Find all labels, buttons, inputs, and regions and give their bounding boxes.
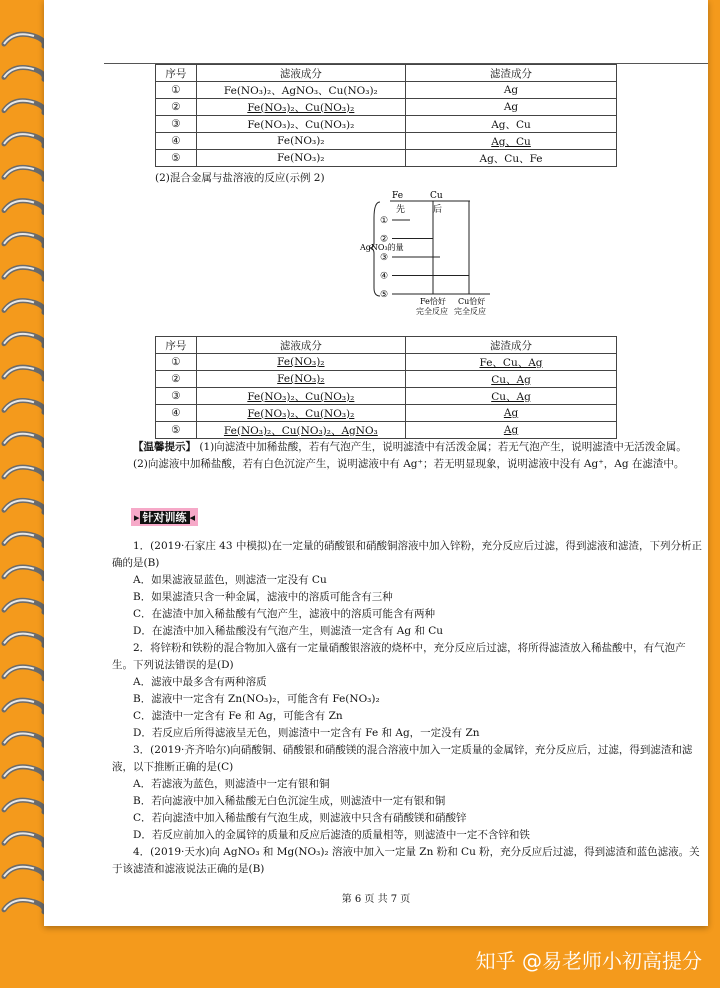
answer-option: C．在滤渣中加入稀盐酸有气泡产生，滤液中的溶质可能含有两种	[133, 608, 436, 620]
header-cell: 序号	[156, 337, 197, 354]
table-cell: Ag、Cu	[406, 116, 617, 133]
cu-done-label: Cu恰好	[458, 297, 486, 306]
table-row	[156, 405, 617, 422]
table-cell: ③	[156, 116, 197, 133]
watermark: 知乎 @易老师小初高提分	[475, 949, 702, 973]
ring-icon	[4, 600, 44, 612]
tip-p2: (2)向滤液中加稀盐酸，若有白色沉淀产生，说明滤液中有 Ag⁺；若无明显现象，说明滤液中没有 Ag⁺，Ag 在滤渣中。	[133, 458, 685, 470]
table-row	[156, 371, 617, 388]
ring-icon	[4, 534, 44, 546]
fe-done-label: Fe恰好	[420, 297, 446, 306]
table-row	[156, 99, 617, 116]
answer-option: A．如果滤液显蓝色，则滤渣一定没有 Cu	[133, 574, 327, 586]
answer-option: B．若向滤液中加入稀盐酸无白色沉淀生成，则滤渣中一定有银和铜	[133, 795, 446, 807]
after-label: 后	[433, 205, 443, 215]
table-row	[156, 388, 617, 405]
table-row	[156, 82, 617, 99]
table-cell: Fe(NO₃)₂	[196, 150, 405, 167]
ring-icon	[4, 567, 44, 579]
table-cell: ⑤	[156, 422, 197, 439]
ring-icon	[4, 234, 44, 246]
question-stem: 4．(2019·天水)向 AgNO₃ 和 Mg(NO₃)₂ 溶液中加入一定量 Zn 粉和 Cu 粉，充分反应后过滤，得到滤渣和蓝色滤液。关于该滤渣和滤液说法正确的是(B)	[112, 846, 700, 875]
ring-icon	[4, 500, 44, 512]
reaction-diagram	[312, 188, 522, 318]
question-stem: 1．(2019·石家庄 43 中模拟)在一定量的硝酸银和硝酸铜溶液中加入锌粉，充分反应后过滤，得到滤液和滤渣，下列分析正确的是(B)	[112, 540, 702, 569]
ring-icon	[4, 833, 44, 845]
ring-icon	[4, 367, 44, 379]
tip-box	[112, 439, 704, 473]
ring-icon	[4, 101, 44, 113]
section-badge: ▸ 针对训练 ◂	[131, 508, 198, 526]
answer-option: B．滤液中一定含有 Zn(NO₃)₂，可能含有 Fe(NO₃)₂	[133, 693, 380, 705]
ring-icon	[4, 634, 44, 646]
table-cell: Ag	[406, 405, 617, 422]
tip-label: 【温馨提示】	[133, 441, 196, 453]
cu-label: Cu	[430, 191, 443, 201]
table-cell: Cu、Ag	[406, 388, 617, 405]
answer-option: D．在滤渣中加入稀盐酸没有气泡产生，则滤渣一定含有 Ag 和 Cu	[133, 625, 444, 637]
table-row	[156, 150, 617, 167]
ring-icon	[4, 34, 44, 46]
answer-option: C．若向滤渣中加入稀盐酸有气泡生成，则滤液中只含有硝酸镁和硝酸锌	[133, 812, 467, 824]
question-list	[112, 538, 704, 878]
answer-option: C．滤渣中一定含有 Fe 和 Ag，可能含有 Zn	[133, 710, 343, 722]
table-cell: ①	[156, 82, 197, 99]
ring-icon	[4, 134, 44, 146]
table-header	[156, 337, 617, 354]
document-page	[44, 0, 708, 926]
ring-icon	[4, 301, 44, 313]
ring-icon	[4, 900, 44, 912]
table-cell: Ag、Cu、Fe	[406, 150, 617, 167]
table-cell: Ag、Cu	[406, 133, 617, 150]
table-cell: Fe(NO₃)₂	[196, 354, 405, 371]
table-cell: ②	[156, 371, 197, 388]
ring-icon	[4, 434, 44, 446]
table-cell: Fe、Cu、Ag	[406, 354, 617, 371]
table-cell: Ag	[406, 99, 617, 116]
answer-option: D．若反应后所得滤液呈无色，则滤渣中一定含有 Fe 和 Ag，一定没有 Zn	[133, 727, 480, 739]
header-cell: 滤渣成分	[406, 337, 617, 354]
filtrate-table-2	[155, 336, 617, 439]
header-cell: 滤渣成分	[406, 65, 617, 82]
table-cell: ③	[156, 388, 197, 405]
table-cell: ①	[156, 354, 197, 371]
table-cell: Fe(NO₃)₂、Cu(NO₃)₂、AgNO₃	[196, 422, 405, 439]
table-row	[156, 422, 617, 439]
answer-option: B．如果滤渣只含一种金属，滤液中的溶质可能含有三种	[133, 591, 393, 603]
ring-icon	[4, 267, 44, 279]
mark-label: ②	[380, 234, 389, 245]
table-row	[156, 354, 617, 371]
cu-done-label-2: 完全反应	[454, 307, 486, 316]
header-cell: 滤液成分	[196, 65, 405, 82]
first-label: 先	[396, 205, 406, 215]
ring-icon	[4, 867, 44, 879]
question-stem: 3．(2019·齐齐哈尔)向硝酸铜、硝酸银和硝酸镁的混合溶液中加入一定质量的金属锌，充分反应后，过滤，得到滤渣和滤液，以下推断正确的是(C)	[112, 744, 693, 773]
fe-done-label-2: 完全反应	[416, 307, 448, 316]
question-stem: 2．将锌粉和铁粉的混合物加入盛有一定量硝酸银溶液的烧杯中，充分反应后过滤，将所得滤渣放入稀盐酸中，有气泡产生。下列说法错误的是(D)	[112, 642, 686, 671]
table-cell: ⑤	[156, 150, 197, 167]
table-cell: ②	[156, 99, 197, 116]
ring-icon	[4, 734, 44, 746]
answer-option: A．滤液中最多含有两种溶质	[133, 676, 267, 688]
ring-icon	[4, 68, 44, 80]
ring-icon	[4, 401, 44, 413]
table-cell: Fe(NO₃)₂、AgNO₃、Cu(NO₃)₂	[196, 82, 405, 99]
answer-option: D．若反应前加入的金属锌的质量和反应后滤渣的质量相等，则滤渣中一定不含锌和铁	[133, 829, 530, 841]
y-label: AgNO₃的量	[360, 243, 404, 252]
ring-icon	[4, 667, 44, 679]
table-cell: Fe(NO₃)₂、Cu(NO₃)₂	[196, 99, 405, 116]
table-header	[156, 65, 617, 82]
table-cell: Cu、Ag	[406, 371, 617, 388]
ring-icon	[4, 467, 44, 479]
page-footer: 第 6 页 共 7 页	[341, 894, 411, 905]
tip-p1: (1)向滤渣中加稀盐酸，若有气泡产生，说明滤渣中有活泼金属；若无气泡产生，说明滤渣中无活泼金属。	[199, 441, 687, 453]
table-cell: Ag	[406, 82, 617, 99]
table-cell: Fe(NO₃)₂	[196, 371, 405, 388]
mark-label: ③	[380, 253, 389, 263]
table-cell: Fe(NO₃)₂、Cu(NO₃)₂	[196, 388, 405, 405]
fe-label: Fe	[392, 191, 404, 201]
table-row	[156, 133, 617, 150]
filtrate-table-1	[155, 64, 617, 167]
mark-label: ①	[380, 216, 389, 226]
mark-label: ⑤	[380, 290, 389, 300]
ring-icon	[4, 800, 44, 812]
ring-icon	[4, 167, 44, 179]
ring-icon	[4, 700, 44, 712]
mark-label: ④	[380, 271, 389, 282]
section-caption: (2)混合金属与盐溶液的反应(示例 2)	[155, 172, 325, 184]
table-cell: Ag	[406, 422, 617, 439]
ring-icon	[4, 767, 44, 779]
table-cell: Fe(NO₃)₂、Cu(NO₃)₂	[196, 116, 405, 133]
table-cell: ④	[156, 405, 197, 422]
header-cell: 滤液成分	[196, 337, 405, 354]
table-cell: ④	[156, 133, 197, 150]
ring-icon	[4, 334, 44, 346]
answer-option: A．若滤液为蓝色，则滤渣中一定有银和铜	[133, 778, 330, 790]
table-row	[156, 116, 617, 133]
table-cell: Fe(NO₃)₂	[196, 133, 405, 150]
table-cell: Fe(NO₃)₂、Cu(NO₃)₂	[196, 405, 405, 422]
ring-icon	[4, 201, 44, 213]
header-cell: 序号	[156, 65, 197, 82]
